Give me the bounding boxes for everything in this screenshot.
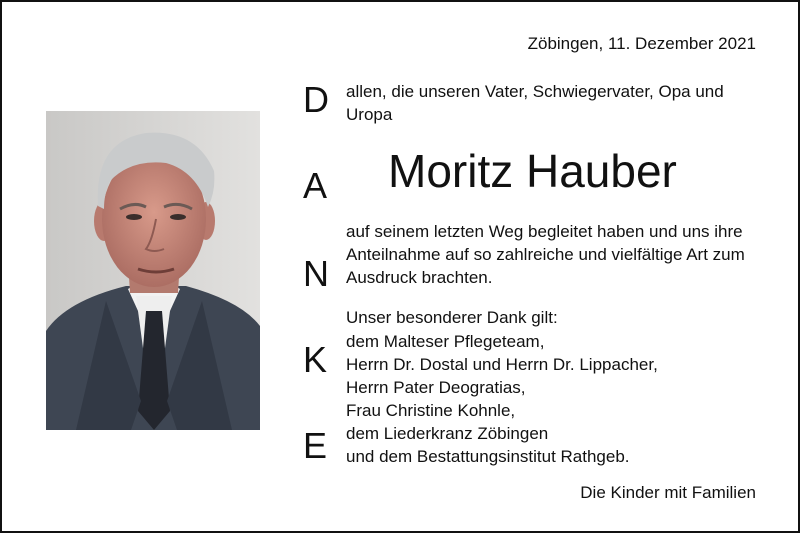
dank-list-item: dem Liederkranz Zöbingen [346, 424, 549, 443]
dank-list-item: Herrn Dr. Dostal und Herrn Dr. Lippacher, [346, 355, 658, 374]
thanks-text: auf seinem letzten Weg begleitet haben und uns ihre Anteilnahme auf so zahlreiche und vielfältige Art zum Ausdruck brachten. [346, 222, 745, 287]
dank-letter: N [303, 253, 329, 294]
signature: Die Kinder mit Familien [580, 483, 756, 502]
dank-list [346, 330, 658, 468]
dank-letter: E [303, 425, 328, 466]
dank-list-item: Herrn Pater Deogratias, [346, 378, 526, 397]
dank-letter: D [303, 79, 329, 120]
dank-letter: A [303, 165, 328, 206]
dank-heading: Unser besonderer Dank gilt: [346, 308, 558, 327]
dank-list-item: Frau Christine Kohnle, [346, 401, 516, 420]
dank-list-item: dem Malteser Pflegeteam, [346, 332, 545, 351]
dateline: Zöbingen, 11. Dezember 2021 [527, 34, 756, 53]
dank-list-item: und dem Bestattungsinstitut Rathgeb. [346, 447, 630, 466]
portrait-photo [46, 111, 260, 430]
portrait-illustration [46, 111, 260, 430]
intro-text: allen, die unseren Vater, Schwiegervater, Opa und Uropa [346, 82, 724, 124]
deceased-name: Moritz Hauber [388, 145, 677, 197]
dank-letter: K [303, 339, 328, 380]
